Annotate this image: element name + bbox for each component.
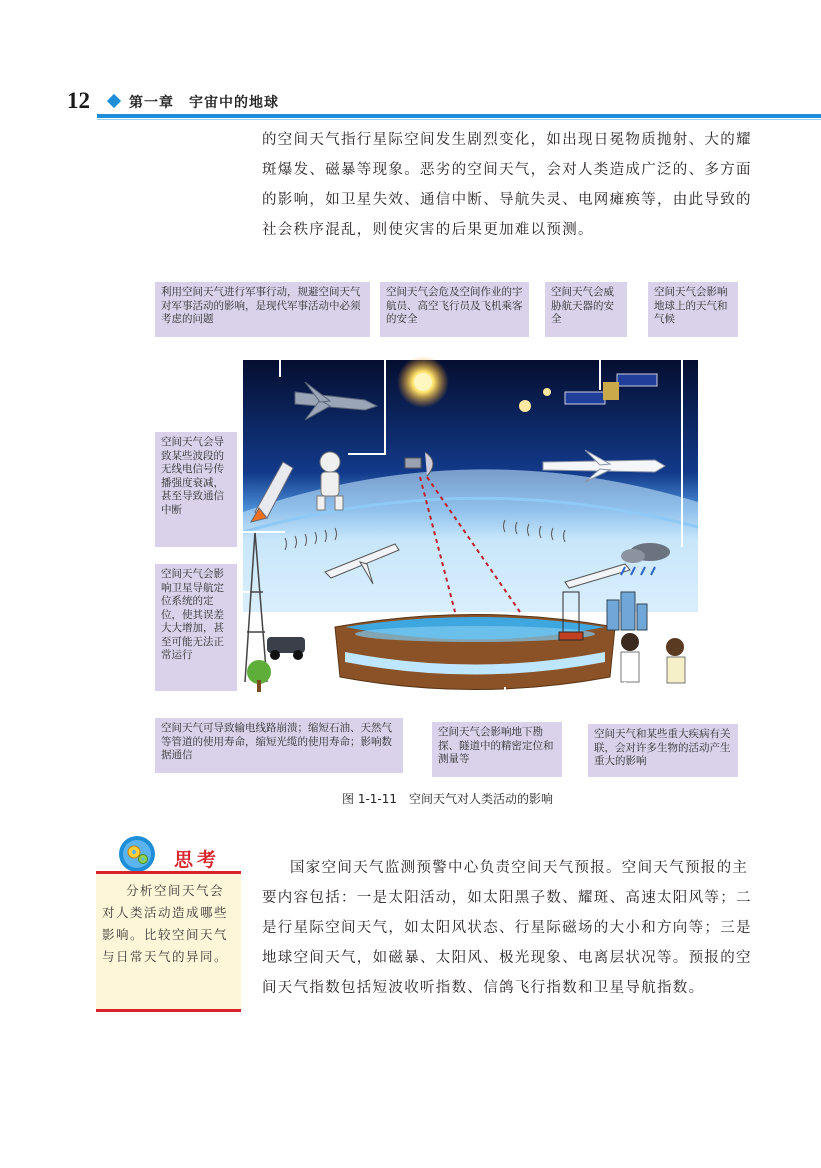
tree-icon <box>247 660 271 692</box>
think-bottom-rule <box>96 1009 241 1012</box>
callout-underground: 空间天气会影响地下勘探、隧道中的精密定位和测量等 <box>432 722 562 777</box>
star-icon <box>543 388 551 396</box>
sun-core <box>414 373 432 391</box>
figure-caption: 图 1-1-11 空间天气对人类活动的影响 <box>342 792 554 806</box>
callout-disease: 空间天气和某些重大疾病有关联，会对许多生物的活动产生重大的影响 <box>588 724 738 777</box>
callout-weather: 空间天气会影响地球上的天气和气候 <box>648 282 738 337</box>
callout-spacecraft: 空间天气会威胁航天器的安全 <box>545 282 627 337</box>
chapter-title: 第一章 宇宙中的地球 <box>129 95 279 111</box>
think-question: 分析空间天气会对人类活动造成哪些影响。比较空间天气与日常天气的异同。 <box>102 883 229 964</box>
think-body <box>96 874 241 1009</box>
think-title: 思考 <box>174 849 221 871</box>
illustration <box>155 282 738 777</box>
callout-radio: 空间天气会导致某些波段的无线电信号传播强度衰减，甚至导致通信中断 <box>155 432 237 547</box>
diamond-icon <box>107 94 121 108</box>
callout-navigation: 空间天气会影响卫星导航定位系统的定位，使其误差大大增加，甚至可能无法正常运行 <box>155 564 237 691</box>
think-box <box>96 835 241 1015</box>
header-rule-thin <box>97 119 821 120</box>
callout-astronaut: 空间天气会危及空间作业的宇航员、高空飞行员及飞机乘客的安全 <box>380 282 529 337</box>
star-icon <box>519 400 531 412</box>
car-icon <box>267 637 305 660</box>
callout-pipeline: 空间天气可导致输电线路崩溃；缩短石油、天然气等管道的使用寿命，缩短光缆的使用寿命；影响数据通信 <box>155 718 403 773</box>
callout-military: 利用空间天气进行军事行动，规避空间天气对军事活动的影响，是现代军事活动中必须考虑的问题 <box>155 282 370 337</box>
gears-head-icon <box>118 835 156 873</box>
space-weather-figure <box>155 282 738 777</box>
doctor-patient-icon <box>621 633 685 683</box>
page-number: 12 <box>67 88 90 113</box>
header-rule <box>97 114 821 118</box>
intro-paragraph: 的空间天气指行星际空间发生剧烈变化，如出现日冕物质抛射、大的耀斑爆发、磁暴等现象。恶劣的空间天气，会对人类造成广泛的、多方面的影响，如卫星失效、通信中断、导航失灵、电网瘫痪等，由此导致的社会秩序混乱，则使灾害的后果更加难以预测。 <box>262 132 752 238</box>
page-header <box>67 86 821 116</box>
forecast-paragraph: 国家空间天气监测预警中心负责空间天气预报。空间天气预报的主要内容包括：一是太阳活动，如太阳黑子数、耀斑、高速太阳风等；二是行星际空间天气，如太阳风状态、行星际磁场的大小和方向等；三是地球空间天气，如磁暴、太阳风、极光现象、电离层状况等。预报的空间天气指数包括短波收听指数、信鸽飞行指数和卫星导航指数。 <box>262 860 752 996</box>
earth-cross-section <box>335 615 615 690</box>
